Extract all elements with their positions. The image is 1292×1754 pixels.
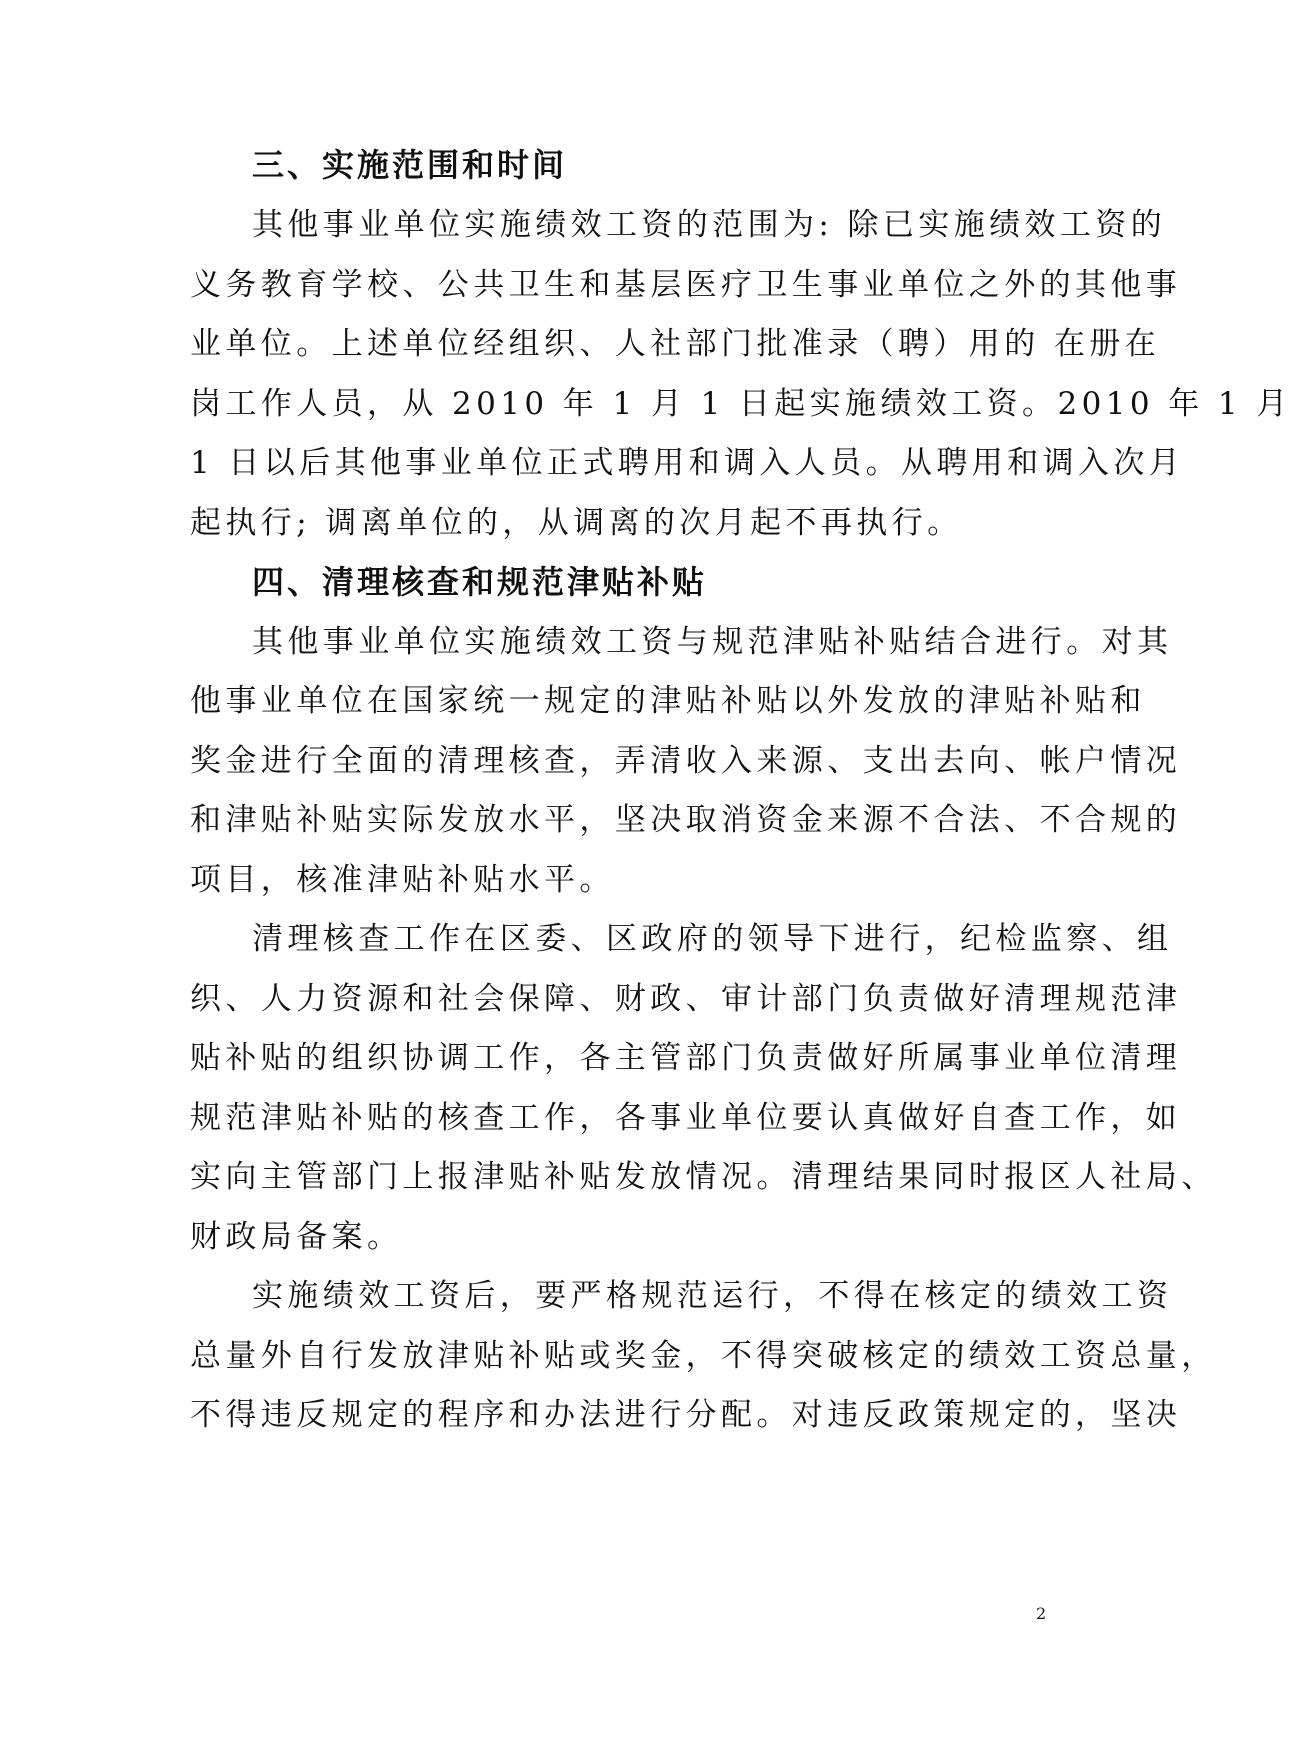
page-number: 2: [1036, 1604, 1047, 1623]
paragraph-line: 实施绩效工资后，要严格规范运行，不得在核定的绩效工资: [252, 1278, 1173, 1314]
paragraph-line: 起执行; 调离单位的，从调离的次月起不再执行。: [190, 505, 963, 541]
paragraph-line: 实向主管部门上报津贴补贴发放情况。清理结果同时报区人社局、: [190, 1159, 1217, 1195]
paragraph-line: 织、人力资源和社会保障、财政、审计部门负责做好清理规范津: [190, 981, 1182, 1017]
paragraph-line: 贴补贴的组织协调工作，各主管部门负责做好所属事业单位清理: [190, 1040, 1182, 1076]
section-4-heading: 四、清理核查和规范津贴补贴: [252, 563, 708, 601]
paragraph-line: 义务教育学校、公共卫生和基层医疗卫生事业单位之外的其他事: [190, 267, 1182, 303]
paragraph-line: 和津贴补贴实际发放水平，坚决取消资金来源不合法、不合规的: [190, 802, 1182, 838]
paragraph-line: 岗工作人员，从 2010 年 1 月 1 日起实施绩效工资。2010 年 1 月: [190, 386, 1292, 422]
paragraph-line: 其他事业单位实施绩效工资的范围为: 除已实施绩效工资的: [252, 207, 1167, 243]
paragraph-line: 业单位。上述单位经组织、人社部门批准录（聘）用的 在册在: [190, 326, 1161, 362]
section-3-heading: 三、实施范围和时间: [252, 146, 568, 184]
paragraph-line: 项目，核准津贴补贴水平。: [190, 862, 615, 898]
paragraph-line: 他事业单位在国家统一规定的津贴补贴以外发放的津贴补贴和: [190, 683, 1146, 719]
paragraph-line: 其他事业单位实施绩效工资与规范津贴补贴结合进行。对其: [252, 624, 1173, 660]
paragraph-line: 财政局备案。: [190, 1219, 403, 1255]
paragraph-line: 清理核查工作在区委、区政府的领导下进行，纪检监察、组: [252, 921, 1173, 957]
paragraph-line: 1 日以后其他事业单位正式聘用和调入人员。从聘用和调入次月: [190, 445, 1185, 481]
paragraph-line: 规范津贴补贴的核查工作，各事业单位要认真做好自查工作，如: [190, 1100, 1182, 1136]
paragraph-line: 奖金进行全面的清理核查，弄清收入来源、支出去向、帐户情况: [190, 743, 1182, 779]
paragraph-line: 总量外自行发放津贴补贴或奖金，不得突破核定的绩效工资总量，: [190, 1338, 1217, 1374]
paragraph-line: 不得违反规定的程序和办法进行分配。对违反政策规定的，坚决: [190, 1397, 1182, 1433]
